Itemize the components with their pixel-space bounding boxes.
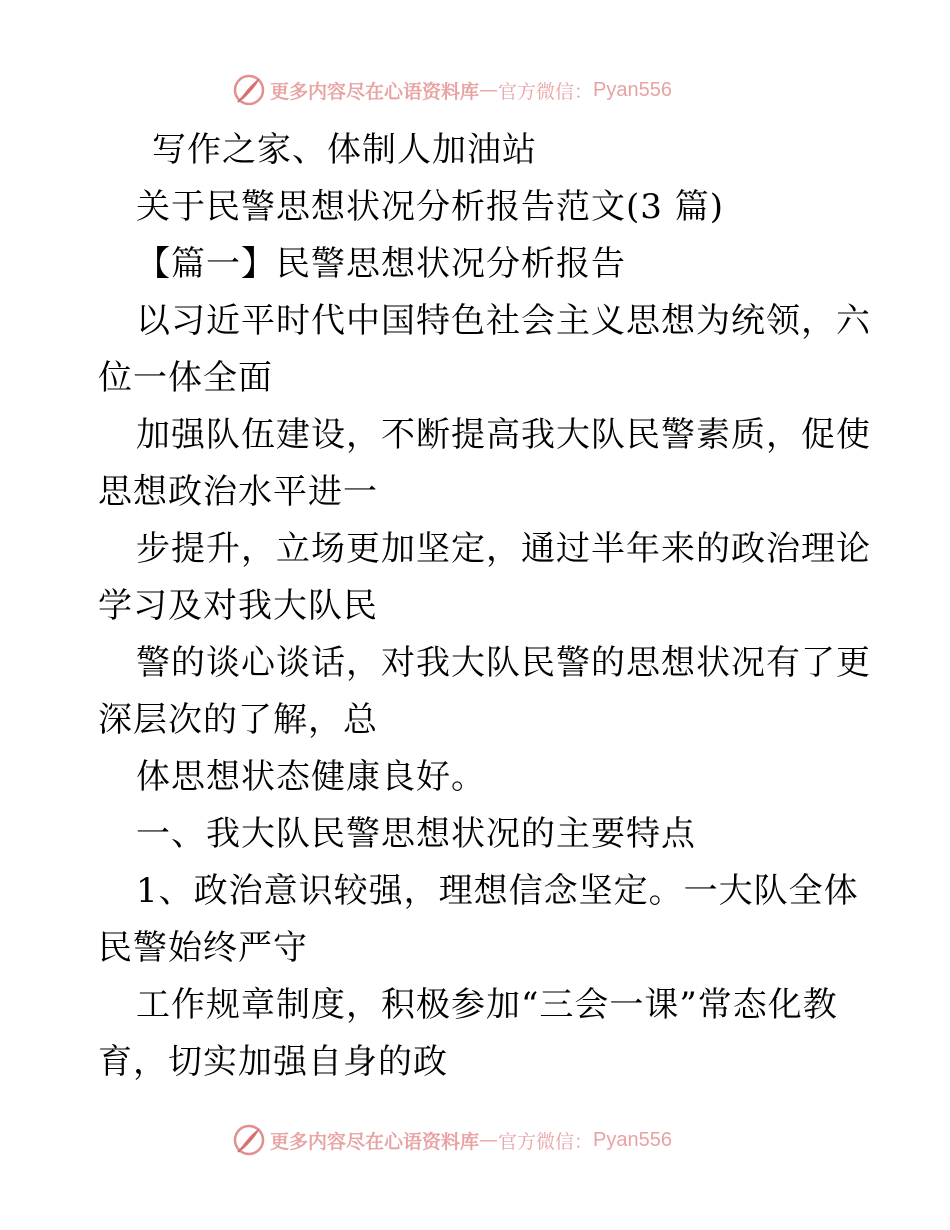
- paragraph-line: 警的谈心谈话，对我大队民警的思想状况有了更: [136, 643, 871, 683]
- header-watermark: [232, 72, 672, 108]
- footer-watermark: [232, 1122, 672, 1158]
- paragraph-line: 育，切实加强自身的政: [98, 1042, 448, 1082]
- paragraph-line: 工作规章制度，积极参加“三会一课”常态化教: [136, 985, 838, 1025]
- paragraph-line: 体思想状态健康良好。: [136, 757, 486, 797]
- quill-logo-icon: [232, 73, 266, 107]
- watermark-dash: —: [479, 79, 499, 101]
- document-body: [98, 122, 871, 1091]
- paragraph-line: 1、政治意识较强，理想信念坚定。一大队全体: [136, 871, 859, 911]
- watermark-text: 更多内容尽在心语资料库: [270, 1130, 480, 1153]
- paragraph-line: 步提升，立场更加坚定，通过半年来的政治理论: [136, 529, 871, 569]
- subsection-heading: 一、我大队民警思想状况的主要特点: [136, 814, 696, 854]
- paragraph-line: 学习及对我大队民: [98, 586, 378, 626]
- watermark-sub: 官方微信：: [498, 80, 594, 103]
- paragraph-line: 加强队伍建设，不断提高我大队民警素质，促使: [136, 415, 871, 455]
- paragraph-line: 位一体全面: [98, 358, 273, 398]
- section-heading: 【篇一】民警思想状况分析报告: [136, 244, 626, 284]
- watermark-text: 更多内容尽在心语资料库: [270, 80, 480, 103]
- paragraph-line: 思想政治水平进一: [98, 472, 378, 512]
- paragraph-line: 民警始终严守: [98, 928, 308, 968]
- watermark-id: Pyan556: [593, 78, 672, 101]
- watermark-id: Pyan556: [593, 1128, 672, 1151]
- paragraph-line: 以习近平时代中国特色社会主义思想为统领，六: [136, 301, 871, 341]
- quill-logo-icon: [232, 1123, 266, 1157]
- watermark-sub: 官方微信：: [498, 1130, 594, 1153]
- paragraph-line: 深层次的了解，总: [98, 700, 378, 740]
- header-line: 写作之家、体制人加油站: [152, 130, 537, 170]
- document-title: 关于民警思想状况分析报告范文(3 篇): [136, 187, 724, 227]
- watermark-dash: —: [479, 1129, 499, 1151]
